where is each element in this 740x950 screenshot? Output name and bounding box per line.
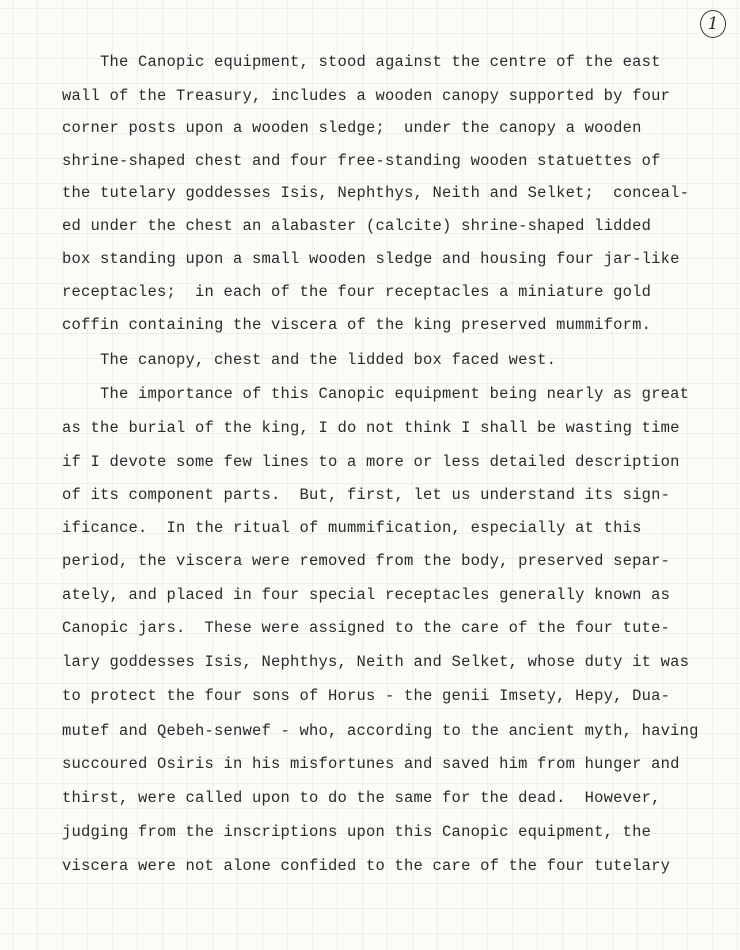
text-line: lary goddesses Isis, Nephthys, Neith and Selket, whose duty it was: [62, 653, 690, 671]
text-line: to protect the four sons of Horus - the genii Imsety, Hepy, Dua-: [62, 687, 671, 705]
text-line: if I devote some few lines to a more or less detailed description: [62, 453, 680, 471]
text-line: of its component parts. But, first, let us understand its sign-: [62, 486, 671, 504]
text-line: box standing upon a small wooden sledge and housing four jar-like: [62, 250, 680, 268]
text-line: ificance. In the ritual of mummification, especially at this: [62, 519, 642, 537]
text-line: shrine-shaped chest and four free-standing wooden statuettes of: [62, 152, 661, 170]
text-line: The Canopic equipment, stood against the centre of the east: [62, 53, 661, 71]
text-line: The canopy, chest and the lidded box faced west.: [62, 351, 557, 369]
text-line: judging from the inscriptions upon this Canopic equipment, the: [62, 823, 652, 841]
text-line: ately, and placed in four special receptacles generally known as: [62, 586, 671, 604]
text-line: The importance of this Canopic equipment being nearly as great: [62, 385, 690, 403]
text-line: corner posts upon a wooden sledge; under the canopy a wooden: [62, 119, 642, 137]
text-line: period, the viscera were removed from the body, preserved separ-: [62, 552, 671, 570]
text-line: coffin containing the viscera of the king preserved mummiform.: [62, 316, 652, 334]
text-line: wall of the Treasury, includes a wooden canopy supported by four: [62, 87, 671, 105]
text-line: the tutelary goddesses Isis, Nephthys, Neith and Selket; conceal-: [62, 184, 690, 202]
text-line: Canopic jars. These were assigned to the care of the four tute-: [62, 619, 671, 637]
text-line: succoured Osiris in his misfortunes and saved him from hunger and: [62, 755, 680, 773]
page-number: 1: [700, 10, 726, 38]
text-line: viscera were not alone confided to the care of the four tutelary: [62, 857, 671, 875]
text-line: receptacles; in each of the four receptacles a miniature gold: [62, 283, 652, 301]
text-line: as the burial of the king, I do not think I shall be wasting time: [62, 419, 680, 437]
text-line: mutef and Qebeh-senwef - who, according to the ancient myth, having: [62, 722, 699, 740]
text-line: thirst, were called upon to do the same for the dead. However,: [62, 789, 661, 807]
text-line: ed under the chest an alabaster (calcite) shrine-shaped lidded: [62, 217, 652, 235]
